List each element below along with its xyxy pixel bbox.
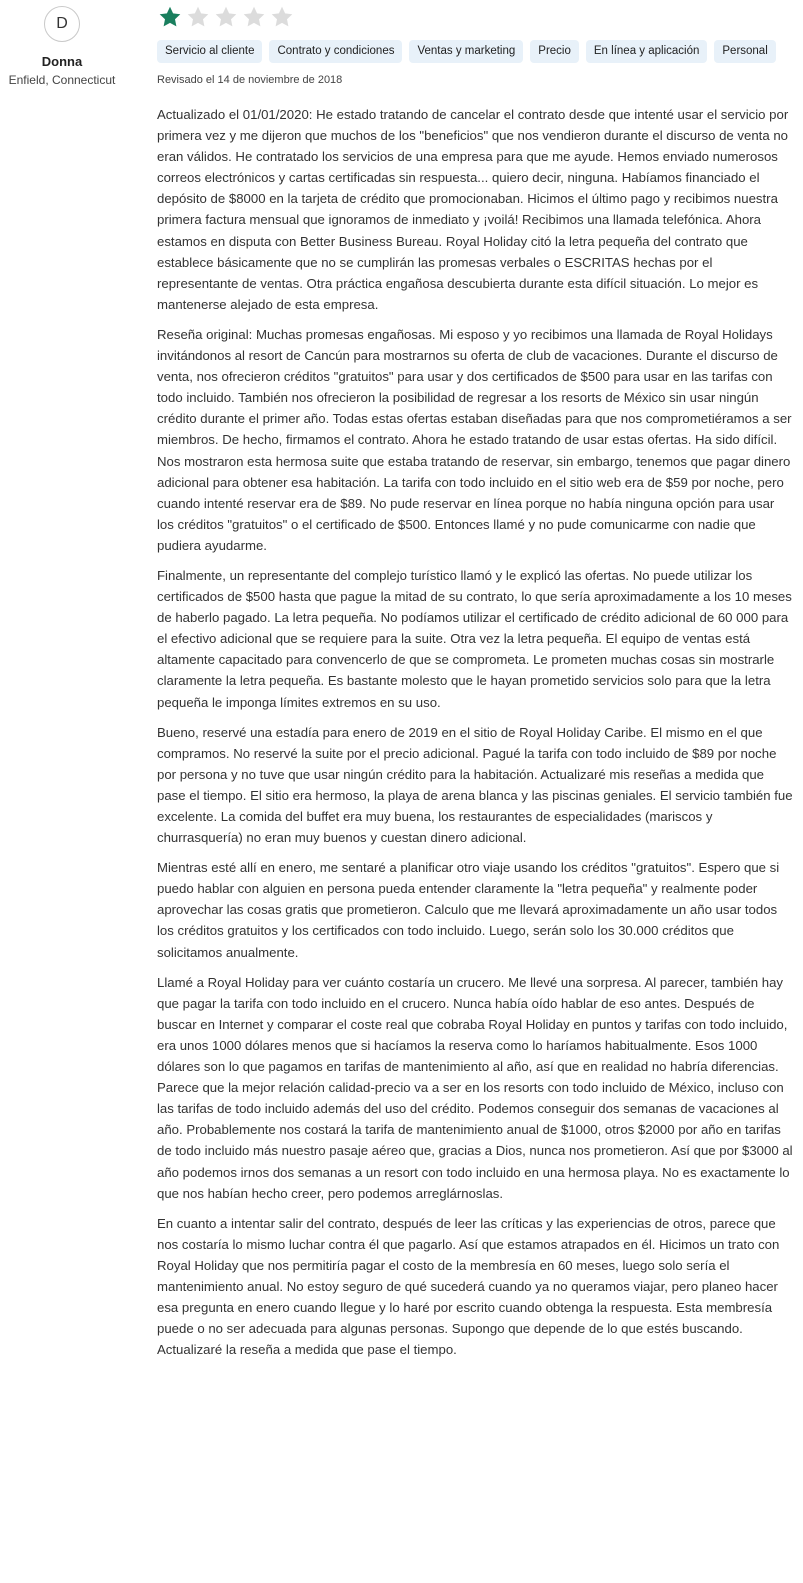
tag-price[interactable]: Precio <box>530 40 579 63</box>
review-paragraph: En cuanto a intentar salir del contrato, después de leer las críticas y las experiencias de otros, parece que nos costaría lo mismo luchar contra él que pagarlo. Así que estamos atrapados en él. Hicimos un trato con Royal Holiday que nos permitiría pagar el costo de la membresía en 60 meses, luego solo sería el mantenimiento anual. No estoy seguro de qué sucederá cuando ya no queramos viajar, pero planeo hacer esa pregunta en enero cuando llegue y lo haré por escrito cuando obtenga la respuesta. Esta membresía puede o no ser adecuada para algunas personas. Supongo que depende de lo que estés buscando. Actualizaré la reseña a medida que pase el tiempo. <box>157 1215 780 1358</box>
review-date: Revisado el 14 de noviembre de 2018 <box>157 74 343 86</box>
review-paragraph: Reseña original: Muchas promesas engañosas. Mi esposo y yo recibimos una llamada de Royal Holidays invitándonos al resort de Cancún para mostrarnos su oferta de club de vacaciones. Durante el discurso de venta, nos ofrecieron créditos "gratuitos" para usar y dos certificados de $500 para usar en las tarifas con todo incluido. También nos ofrecieron la posibilidad de regresar a los resorts de México sin usar ningún crédito durante el primer año. Todas estas ofertas estaban diseñadas para que nos comprometiéramos a ser miembros. De hecho, firmamos el contrato. Ahora he estado tratando de usar estas ofertas. Ha sido difícil. Nos mostraron esta hermosa suite que estaba tratando de reservar, sin embargo, tenemos que pagar dinero adicional para obtener esa habitación. La tarifa con todo incluido en el sitio web era de $59 por noche, pero cuando intenté reservar era de $89. No pude reservar en línea porque no había ninguna opción para usar los créditos "gratuitos" o el certificado de $500. Entonces llamé y no pude comunicarme con nadie que pudiera ayudarme. <box>157 326 792 553</box>
review-paragraph: Finalmente, un representante del complejo turístico llamó y le explicó las ofertas. No puede utilizar los certificados de $500 hasta que pague la mitad de su contrato, lo que sería aproximadamente a los 10 meses de haberlo pagado. La letra pequeña. No podíamos utilizar el certificado de crédito adicional de 60 000 para el efectivo adicional que se requiere para la suite. Otra vez la letra pequeña. El equipo de ventas está altamente capacitado para convencerlo de que se comprometa. Le prometen muchas cosas sin mostrarle claramente la letra pequeña. Es bastante molesto que le hayan prometido servicios solo para que la letra pequeña le imponga límites extremos en su uso. <box>157 567 792 710</box>
tag-online-app[interactable]: En línea y aplicación <box>586 40 707 63</box>
review-paragraph: Bueno, reservé una estadía para enero de 2019 en el sitio de Royal Holiday Caribe. El mismo en el que compramos. No reservé la suite por el precio adicional. Pagué la tarifa con todo incluido de $89 por noche por persona y no tuve que usar ningún crédito para la habitación. Actualizaré mis reseñas a medida que pase el tiempo. El sitio era hermoso, la playa de arena blanca y las piscinas geniales. El servicio también fue excelente. La comida del buffet era muy buena, los restaurantes de especialidades (mariscos y churrasquería) no eran muy buenos y cuestan dinero adicional. <box>157 724 793 846</box>
avatar[interactable] <box>44 6 80 42</box>
author-name[interactable]: Donna <box>41 54 83 69</box>
review-paragraph: Actualizado el 01/01/2020: He estado tratando de cancelar el contrato desde que intenté usar el servicio por primera vez y me dijeron que muchos de los "beneficios" que nos vendieron durante el discurso de venta no eran válidos. He contratado los servicios de una empresa para que me ayude. Hemos enviado numerosos correos electrónicos y cartas certificadas sin respuesta... quiero decir, ninguna. Habíamos financiado el depósito de $8000 en la tarjeta de crédito que promocionaban. Hicimos el último pago y recibimos nuestra primera factura mensual que ignoramos de inmediato y ¡voilá! Recibimos una llamada telefónica. Ahora estamos en disputa con Better Business Bureau. Royal Holiday citó la letra pequeña del contrato que establece básicamente que no se cumplirán las promesas verbales o ESCRITAS hechas por el representante de ventas. Otra práctica engañosa descubierta durante esta difícil situación. Lo mejor es mantenerse alejado de esta empresa. <box>157 107 789 312</box>
star-empty-icon <box>269 5 295 29</box>
star-empty-icon <box>185 5 211 29</box>
review-paragraph: Mientras esté allí en enero, me sentaré a planificar otro viaje usando los créditos "gratuitos". Espero que si puedo hablar con alguien en persona pueda entender claramente la "letra pequeña" y realmente poder aprovechar las cosas gratis que prometieron. Calculo que me llevará aproximadamente un año usar todos los créditos gratuitos y los certificados con todo incluido. Luego, serán solo los 30.000 créditos que solicitamos anualmente. <box>157 860 780 960</box>
author-panel <box>0 0 124 87</box>
tag-staff[interactable]: Personal <box>714 40 775 63</box>
tag-sales-marketing[interactable]: Ventas y marketing <box>409 40 523 63</box>
review-paragraph: Llamé a Royal Holiday para ver cuánto costaría un crucero. Me llevé una sorpresa. Al parecer, también hay que pagar la tarifa con todo incluido en el crucero. Nunca había oído hablar de eso antes. Después de buscar en Internet y comparar el coste real que cobraba Royal Holiday en puntos y tarifas con todo incluido, era unos 1000 dólares menos que si hacíamos la reserva como lo haríamos habitualmente. Esos 1000 dólares son lo que pagamos en tarifas de mantenimiento al año, así que en realidad no habría diferencias. Parece que la mejor relación calidad-precio va a ser en los resorts con todo incluido de México, incluso con las tarifas de todo incluido además del uso del crédito. Podemos conseguir dos semanas de vacaciones al año. Probablemente nos costará la tarifa de mantenimiento anual de $1000, otros $2000 por año en tarifas de todo incluido más nuestro pasaje aéreo que, gracias a Dios, nunca nos prometieron. Así que por $3000 al año podemos irnos dos semanas a un resort con todo incluido en una hermosa playa. No es exactamente lo que nos habían hecho creer, pero podemos arreglárnoslas. <box>157 974 793 1201</box>
review-tags <box>157 40 776 63</box>
star-empty-icon <box>213 5 239 29</box>
tag-customer-service[interactable]: Servicio al cliente <box>157 40 262 63</box>
review-body <box>157 104 793 1369</box>
star-empty-icon <box>241 5 267 29</box>
star-rating <box>157 5 295 29</box>
author-location: Enfield, Connecticut <box>8 73 116 87</box>
tag-contract-terms[interactable]: Contrato y condiciones <box>269 40 402 63</box>
star-filled-icon <box>157 5 183 29</box>
avatar-initial: D <box>56 15 68 32</box>
